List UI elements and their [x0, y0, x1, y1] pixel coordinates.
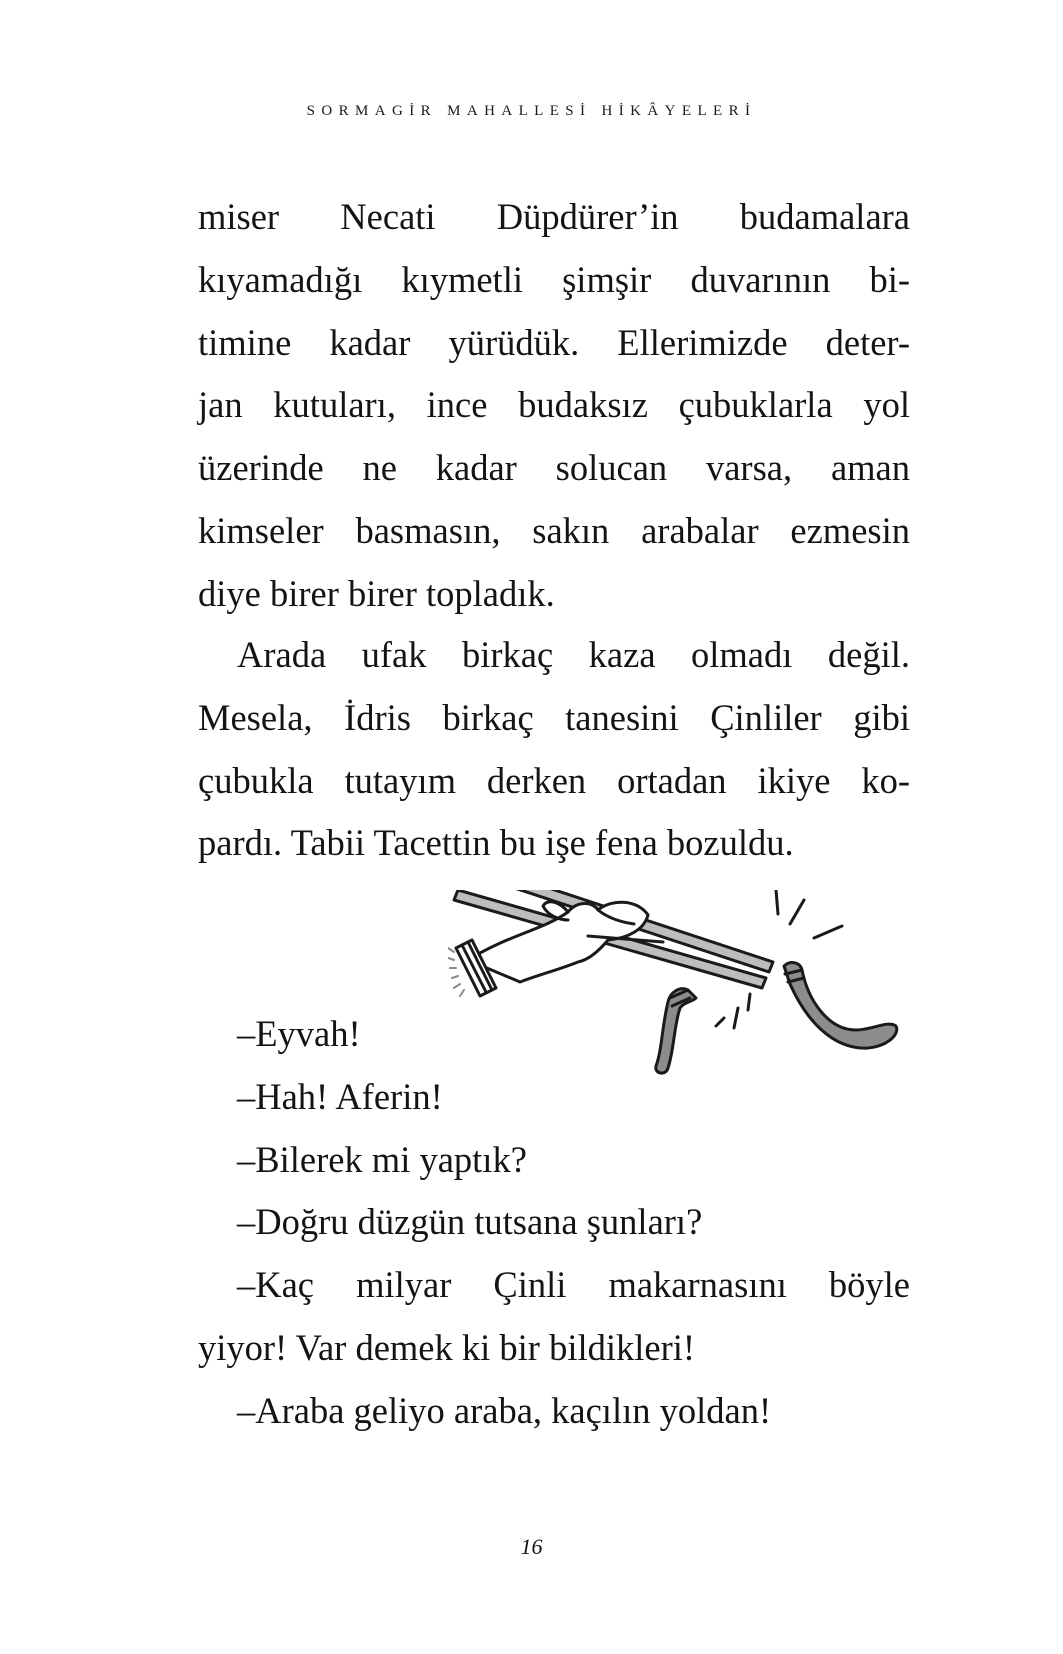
- text-line: Arada ufak birkaç kaza olmadı değil.: [237, 634, 910, 675]
- dialogue-line: –Doğru düzgün tutsana şunları?: [237, 1201, 703, 1243]
- text-line: kimseler basmasın, sakın arabalar ezmesin: [198, 509, 910, 551]
- dialogue-line: –Araba geliyo araba, kaçılın yoldan!: [237, 1389, 772, 1431]
- dialogue-line: –Kaç milyar Çinli makarnasını böyle: [237, 1264, 910, 1306]
- text-line: jan kutuları, ince budaksız çubuklarla yol: [198, 384, 910, 426]
- text-line: diye birer birer topladık.: [198, 572, 555, 614]
- text-line: miser Necati Düpdürer’in budamalara: [198, 196, 910, 237]
- paragraph-1: [198, 186, 910, 626]
- page-number: 16: [520, 1534, 543, 1559]
- text-line: timine kadar yürüdük. Ellerimizde deter-: [198, 321, 910, 363]
- text-line: pardı. Tabii Tacettin bu işe fena bozuldu.: [198, 822, 794, 864]
- text-line: çubukla tutayım derken ortadan ikiye ko-: [198, 759, 910, 801]
- dialogue-line: yiyor! Var demek ki bir bildikleri!: [198, 1326, 696, 1368]
- running-head: SORMAGİR MAHALLESİ HİKÂYELERİ: [306, 103, 757, 119]
- dialogue-line: –Eyvah!: [237, 1013, 361, 1054]
- paragraph-2: [198, 624, 910, 875]
- dialogue: [198, 1003, 910, 1443]
- dialogue-line: –Bilerek mi yaptık?: [237, 1138, 527, 1180]
- text-line: üzerinde ne kadar solucan varsa, aman: [198, 447, 910, 489]
- dialogue-line: –Hah! Aferin!: [237, 1075, 443, 1117]
- text-line: kıyamadığı kıymetli şimşir duvarının bi-: [198, 258, 910, 300]
- text-line: Mesela, İdris birkaç tanesini Çinliler gibi: [198, 696, 910, 738]
